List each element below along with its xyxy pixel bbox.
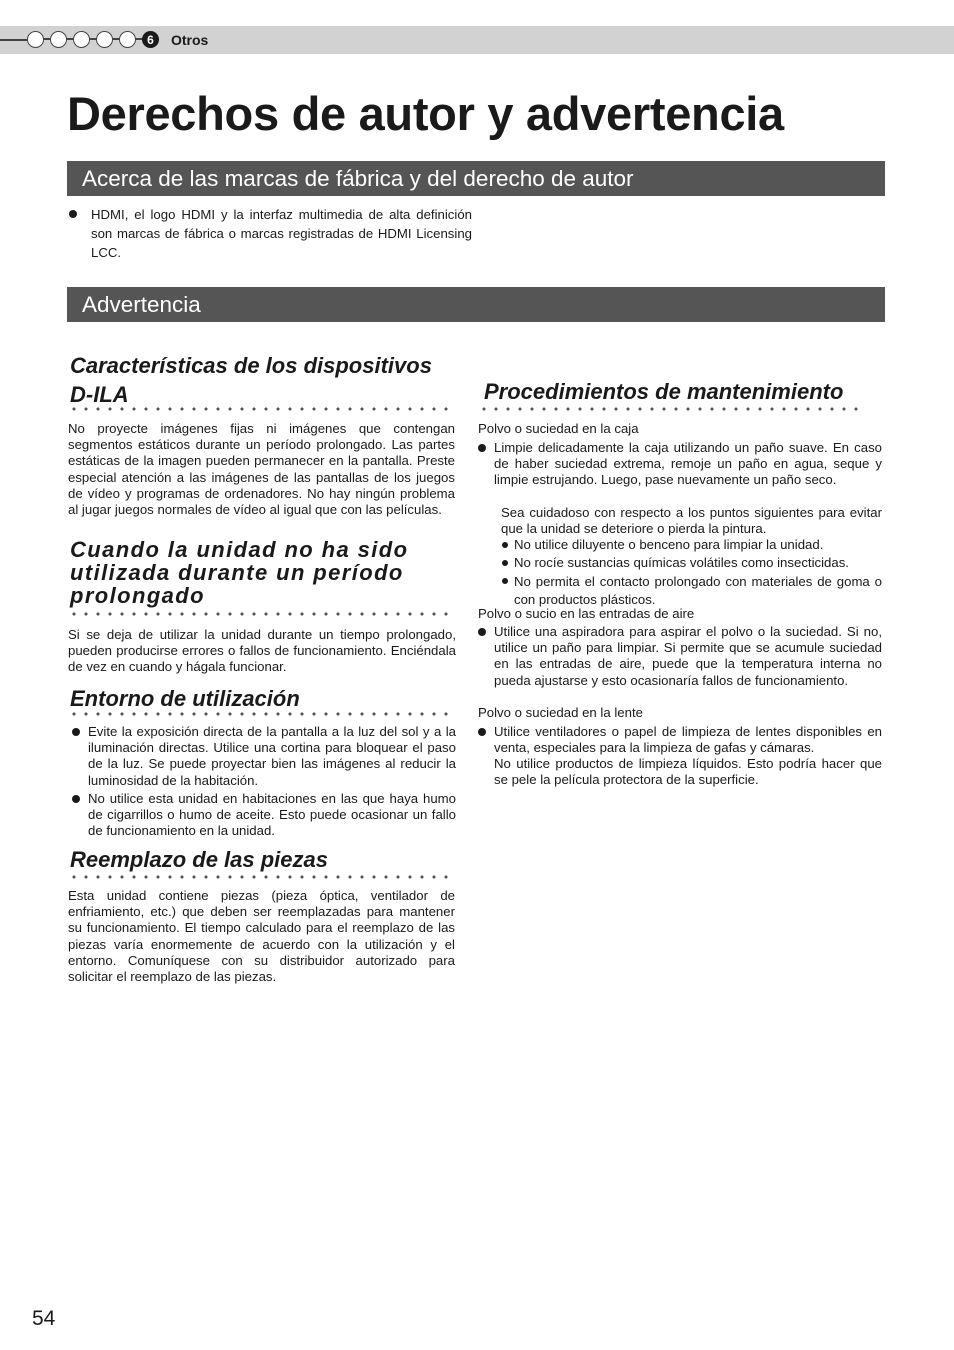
environment-item bbox=[88, 791, 456, 840]
dila-heading-line1: Características de los dispositivos bbox=[70, 353, 432, 378]
unused-heading-line1: Cuando la unidad no ha sido bbox=[70, 537, 409, 562]
bullet-icon bbox=[478, 444, 486, 452]
trademarks-heading: Acerca de las marcas de fábrica y del derecho de autor bbox=[67, 161, 885, 196]
case-subitem-text: No utilice diluyente o benceno para limpiar la unidad. bbox=[514, 537, 824, 552]
bullet-icon bbox=[502, 560, 508, 566]
chapter-circle bbox=[27, 31, 44, 48]
case-subitem-text: No rocíe sustancias químicas volátiles como insecticidas. bbox=[514, 555, 849, 570]
unused-heading-line3: prolongado bbox=[70, 583, 205, 608]
chapter-indicator bbox=[27, 31, 208, 48]
chapter-label: Otros bbox=[171, 31, 209, 48]
bullet-icon bbox=[69, 210, 77, 218]
unused-heading bbox=[70, 538, 453, 607]
lens-item-text: Utilice ventiladores o papel de limpieza de lentes disponibles en venta, especiales para la limpieza de gafas y cámaras. bbox=[494, 724, 882, 756]
dotted-divider bbox=[68, 875, 456, 879]
dotted-divider bbox=[68, 612, 456, 616]
case-label: Polvo o suciedad en la caja bbox=[478, 421, 639, 436]
chapter-circle bbox=[119, 31, 136, 48]
warning-heading: Advertencia bbox=[67, 287, 885, 322]
dotted-divider bbox=[478, 407, 863, 411]
environment-item-text: Evite la exposición directa de la pantalla a la luz del sol y a la iluminación directas. Utilice una cortina para bloquear el paso de la luz. Se puede proyectar bien las imágenes al reducir la luminosidad de la habitación. bbox=[88, 724, 456, 788]
vents-label: Polvo o sucio en las entradas de aire bbox=[478, 606, 695, 621]
bullet-icon bbox=[72, 795, 80, 803]
bullet-icon bbox=[478, 628, 486, 636]
unused-heading-line2: utilizada durante un período bbox=[70, 560, 404, 585]
case-subitem bbox=[514, 537, 882, 553]
environment-item-text: No utilice esta unidad en habitaciones en las que haya humo de cigarrillos o humo de aceite. Esto puede ocasionar un fallo de funcionamiento en la unidad. bbox=[88, 791, 456, 839]
vents-item bbox=[494, 624, 882, 689]
chapter-circle bbox=[50, 31, 67, 48]
bullet-icon bbox=[72, 728, 80, 736]
dila-heading-line2: D-ILA bbox=[70, 382, 129, 407]
vents-item-text: Utilice una aspiradora para aspirar el polvo o la suciedad. Si no, utilice un paño para limpiar. Si permite que se acumule suciedad en las entradas de aire, puede que la temperatura interna no pueda ajustarse y esto ocasionaría fallos de funcionamiento. bbox=[494, 624, 882, 688]
case-note: Sea cuidadoso con respecto a los puntos siguientes para evitar que la unidad se deteriore o pierda la pintura. bbox=[501, 505, 882, 537]
bullet-icon bbox=[502, 542, 508, 548]
dotted-divider bbox=[68, 712, 456, 716]
trademark-text: HDMI, el logo HDMI y la interfaz multimedia de alta definición son marcas de fábrica o marcas registradas de HDMI Licensing LCC. bbox=[91, 207, 472, 260]
case-subitem-text: No permita el contacto prolongado con materiales de goma o con productos plásticos. bbox=[514, 574, 882, 607]
lens-label: Polvo o suciedad en la lente bbox=[478, 705, 643, 720]
header-line bbox=[0, 39, 30, 41]
environment-heading: Entorno de utilización bbox=[70, 686, 300, 711]
bullet-icon bbox=[478, 728, 486, 736]
case-item-text: Limpie delicadamente la caja utilizando un paño suave. En caso de haber suciedad extrema, remoje un paño en agua, seque y limpie estrujando. Luego, pase nuevamente un paño seco. bbox=[494, 440, 882, 488]
bullet-icon bbox=[502, 578, 508, 584]
parts-heading: Reemplazo de las piezas bbox=[70, 847, 328, 872]
chapter-number-active: 6 bbox=[142, 31, 159, 48]
parts-text: Esta unidad contiene piezas (pieza óptica, ventilador de enfriamiento, etc.) que deben ser reemplazadas para mantener su funcionamiento. El tiempo calculado para el reemplazo de las piezas varía enormemente de acuerdo con la utilización y el entorno. Comuníquese con su distribuidor autorizado para solicitar el reemplazo de las piezas. bbox=[68, 888, 455, 985]
environment-item bbox=[88, 724, 456, 789]
dotted-divider bbox=[68, 407, 456, 411]
chapter-circle bbox=[96, 31, 113, 48]
lens-note: No utilice productos de limpieza líquidos. Esto podría hacer que se pele la película protectora de la superficie. bbox=[494, 756, 882, 788]
case-subitem bbox=[514, 573, 882, 608]
unused-text: Si se deja de utilizar la unidad durante un tiempo prolongado, pueden producirse errores o fallos de funcionamiento. Enciéndala de vez en cuando y hágala funcionar. bbox=[68, 627, 456, 675]
trademark-item bbox=[91, 205, 472, 262]
case-item bbox=[494, 440, 882, 489]
dila-text: No proyecte imágenes fijas ni imágenes que contengan segmentos estáticos durante un período prolongado. Las partes estáticas de la imagen pueden permanecer en la pantalla. Preste especial atención a las imágenes de las pantallas de los juegos de vídeo y programas de ordenadores. No hay ningún problema al jugar juegos normales de vídeo al igual que con las películas. bbox=[68, 421, 455, 518]
dila-heading bbox=[70, 351, 460, 409]
page-number: 54 bbox=[32, 1307, 56, 1330]
case-subitem bbox=[514, 555, 882, 571]
maintenance-heading: Procedimientos de mantenimiento bbox=[484, 379, 844, 404]
lens-item bbox=[494, 724, 882, 756]
page-title: Derechos de autor y advertencia bbox=[67, 87, 784, 140]
chapter-circle bbox=[73, 31, 90, 48]
